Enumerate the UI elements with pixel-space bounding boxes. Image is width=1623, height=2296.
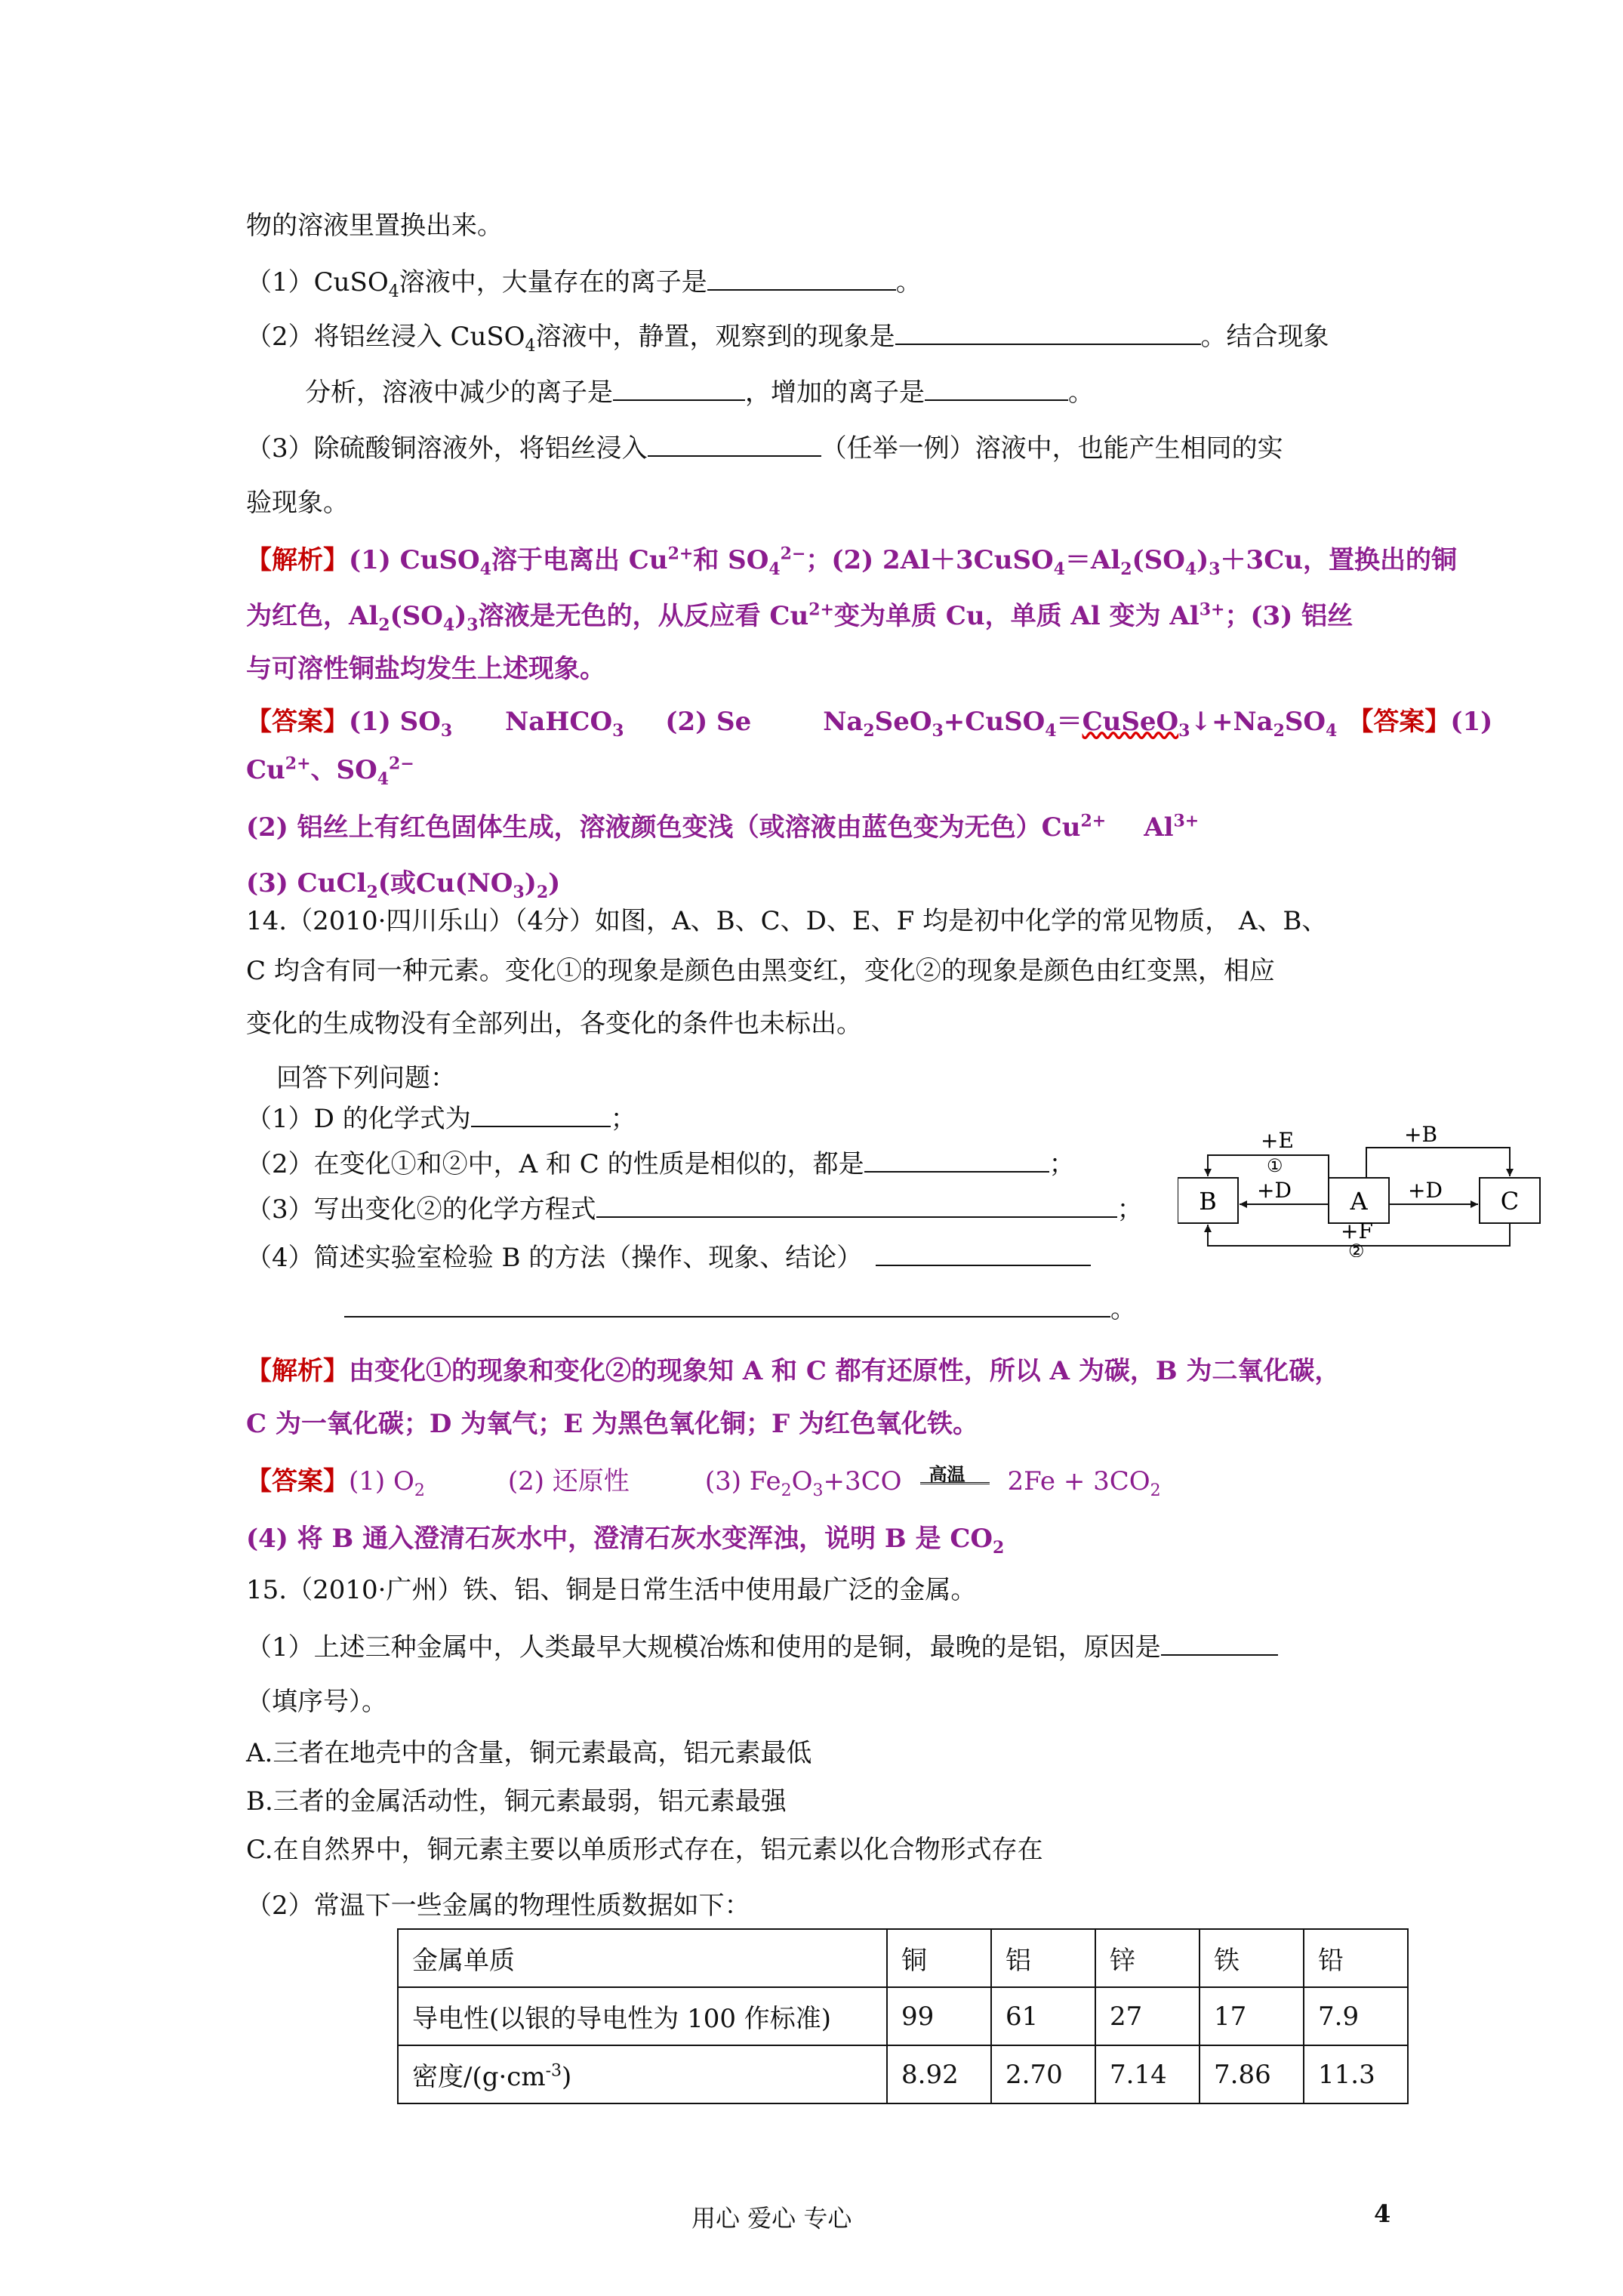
label-step2: ② <box>1348 1240 1365 1257</box>
q14-analysis-line2: C 为一氧化碳；D 为氧气；E 为黑色氧化铜；F 为红色氧化铁。 <box>246 1409 978 1439</box>
q13-part1: （1）CuSO$_4$溶液中，大量存在的离子是 。 <box>246 267 922 301</box>
q14-analysis-line1: 【解析】由变化①的现象和变化②的现象知 A 和 C 都有还原性，所以 A 为碳，B 为二氧化碳， <box>246 1356 1341 1386</box>
q14-question4: （4）简述实验室检验 B 的方法（操作、现象、结论） <box>246 1240 1091 1276</box>
q14-line1: 14.（2010·四川乐山）（4分）如图，A、B、C、D、E、F 均是初中化学的常见物质， A、B、 <box>246 906 1328 936</box>
q14-answer-line1: 【答案】(1) $O_2$ (2) 还原性 (3) $Fe_2O_3+3CO$ 高温 $2Fe + 3CO_2$ <box>246 1463 1161 1500</box>
reaction-diagram <box>1178 1125 1555 1257</box>
table-row <box>398 1929 1408 1987</box>
q14-question1: （1）D 的化学式为 ； <box>246 1104 636 1134</box>
q15-part2: （2）常温下一些金属的物理性质数据如下： <box>246 1891 750 1921</box>
q13-line0: 物的溶液里置换出来。 <box>246 211 503 241</box>
table-cell: 61 <box>991 1987 1095 2045</box>
table-header-cell: 铝 <box>991 1929 1095 1987</box>
table-header-cell: 锌 <box>1095 1929 1200 1987</box>
q14-line2: C 均含有同一种元素。变化①的现象是颜色由黑变红，变化②的现象是颜色由红变黑，相应 <box>246 956 1275 986</box>
q13-analysis-line2: 为红色，$Al_2(SO_4)_3$溶液是无色的，从反应看 $Cu^{2+}$变为单质 Cu，单质 Al 变为 $Al^{3+}$；(3) 铝丝 <box>246 599 1354 635</box>
q14-answer-line2: (4) 将 B 通入澄清石灰水中，澄清石灰水变浑浊，说明 B 是 $CO_2$ <box>246 1524 1005 1558</box>
label-plus-b: +B <box>1404 1125 1438 1147</box>
footer-motto: 用心 爱心 专心 <box>691 2204 852 2233</box>
q13-part2-cont: 分析，溶液中减少的离子是 ，增加的离子是 。 <box>305 378 1094 408</box>
q13-answer-line4: (3) CuCl$_2$(或$Cu(NO_3)_2$) <box>246 868 561 902</box>
metal-properties-table <box>397 1928 1409 2104</box>
answer-blank[interactable] <box>471 1103 611 1127</box>
table-cell: 密度$/(g\cdot cm^{-3})$ <box>398 2045 887 2103</box>
table-row <box>398 1987 1408 2045</box>
q15-option-c: C.在自然界中，铜元素主要以单质形式存在，铝元素以化合物形式存在 <box>246 1835 1043 1865</box>
q14-question4-cont: 。 <box>344 1291 1136 1327</box>
q15-part1: （1）上述三种金属中，人类最早大规模冶炼和使用的是铜，最晚的是铝，原因是 <box>246 1629 1278 1666</box>
table-cell: 8.92 <box>887 2045 991 2103</box>
box-c-label: C <box>1500 1187 1520 1216</box>
page-number: 4 <box>1374 2199 1391 2228</box>
table-header-cell: 铁 <box>1200 1929 1304 1987</box>
q13-answer-line1: 【答案】(1) $SO_3$ NaHCO$_3$ (2) Se $Na_2SeO_3+CuSO_4=CuSeO_3↓+Na_2SO_4$ 【答案】(1) <box>246 707 1493 741</box>
q15-line1: 15.（2010·广州）铁、铝、铜是日常生活中使用最广泛的金属。 <box>246 1575 977 1605</box>
table-cell: 2.70 <box>991 2045 1095 2103</box>
arrow-a-to-c-via-b <box>1366 1148 1510 1178</box>
q13-analysis-line1: 【解析】(1) CuSO$_4$溶于电离出 $Cu^{2+}$和 $SO_4^{2-}$；(2) $2Al+3CuSO_4=Al_2(SO_4)_3+3Cu$，置换出的铜 <box>246 544 1457 579</box>
label-plus-d-right: +D <box>1408 1178 1443 1203</box>
label-plus-f: +F <box>1341 1219 1373 1244</box>
q13-analysis-line3: 与可溶性铜盐均发生上述现象。 <box>246 654 605 684</box>
q15-part1-cont: （填序号）。 <box>246 1687 387 1717</box>
table-cell: 7.86 <box>1200 2045 1304 2103</box>
label-step1: ① <box>1267 1155 1283 1176</box>
answer-blank[interactable] <box>707 267 896 291</box>
box-b-label: B <box>1199 1187 1217 1216</box>
answer-blank[interactable] <box>876 1242 1091 1266</box>
q13-answer-line2: $Cu^{2+}$、$SO_4^{2-}$ <box>246 754 414 789</box>
table-cell: 7.14 <box>1095 2045 1200 2103</box>
table-cell: 7.9 <box>1304 1987 1408 2045</box>
table-cell: 11.3 <box>1304 2045 1408 2103</box>
label-plus-e: +E <box>1261 1128 1294 1153</box>
table-header-cell: 铅 <box>1304 1929 1408 1987</box>
answer-blank[interactable] <box>613 377 745 401</box>
q13-answer-line3: (2) 铝丝上有红色固体生成，溶液颜色变浅（或溶液由蓝色变为无色）$Cu^{2+}$ $Al^{3+}$ <box>246 811 1200 843</box>
answer-blank[interactable] <box>648 433 821 457</box>
answer-blank[interactable] <box>1161 1632 1278 1656</box>
q14-question3: （3）写出变化②的化学方程式 ； <box>246 1194 1143 1225</box>
answer-blank[interactable] <box>925 377 1068 401</box>
table-cell: 27 <box>1095 1987 1200 2045</box>
box-a-label: A <box>1350 1187 1368 1216</box>
label-plus-d-left: +D <box>1257 1178 1292 1203</box>
table-cell: 17 <box>1200 1987 1304 2045</box>
reaction-condition: 高温 <box>920 1472 990 1494</box>
q15-option-b: B.三者的金属活动性，铜元素最弱，铝元素最强 <box>246 1786 787 1817</box>
table-cell: 99 <box>887 1987 991 2045</box>
table-header-cell: 金属单质 <box>398 1929 887 1987</box>
q15-option-a: A.三者在地壳中的含量，铜元素最高，铝元素最低 <box>246 1738 812 1768</box>
answer-blank[interactable] <box>864 1148 1049 1173</box>
q14-line3: 变化的生成物没有全部列出，各变化的条件也未标出。 <box>246 1009 862 1039</box>
table-cell: 导电性(以银的导电性为 100 作标准) <box>398 1987 887 2045</box>
answer-blank[interactable] <box>895 321 1201 345</box>
table-header-cell: 铜 <box>887 1929 991 1987</box>
q14-question2: （2）在变化①和②中，A 和 C 的性质是相似的，都是 ； <box>246 1149 1075 1179</box>
table-row <box>398 2045 1408 2103</box>
q14-line4: 回答下列问题： <box>276 1063 456 1093</box>
q13-part2: （2）将铝丝浸入 CuSO$_4$溶液中，静置，观察到的现象是 。结合现象 <box>246 322 1329 356</box>
answer-blank[interactable] <box>596 1194 1117 1218</box>
answer-blank[interactable] <box>344 1293 1110 1318</box>
q13-part3-cont: 验现象。 <box>246 488 349 518</box>
q13-part3: （3）除硫酸铜溶液外，将铝丝浸入 （任举一例）溶液中，也能产生相同的实 <box>246 433 1283 464</box>
